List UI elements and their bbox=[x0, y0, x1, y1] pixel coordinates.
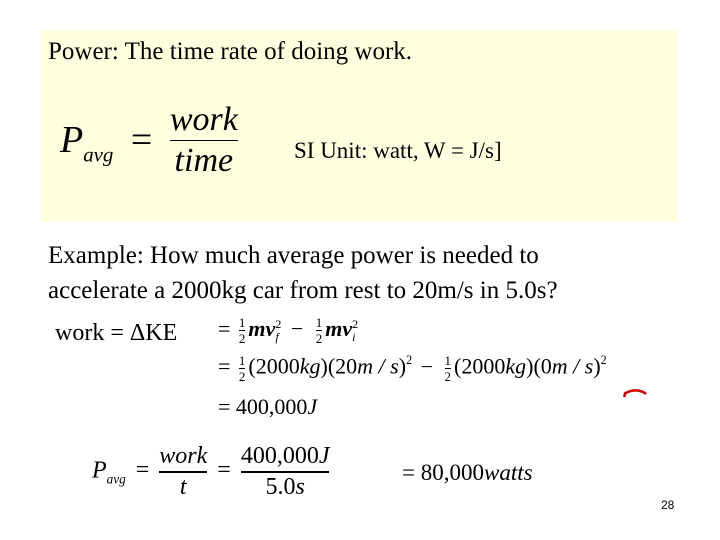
work-over-t-fraction bbox=[159, 444, 207, 500]
equals-sign: = bbox=[218, 353, 231, 379]
fraction-denominator: 2 bbox=[315, 331, 323, 347]
fraction-numerator: 1 bbox=[315, 315, 323, 331]
minus-sign: − bbox=[420, 353, 434, 379]
fraction-numerator: work bbox=[159, 443, 208, 469]
mv-term-initial: mv bbox=[325, 316, 353, 341]
fraction-numerator: 1 bbox=[444, 353, 452, 369]
velocity-unit: m / s bbox=[551, 353, 594, 379]
kinetic-energy-equation bbox=[218, 316, 358, 345]
fraction-bar bbox=[241, 471, 330, 473]
square-exponent: 2 bbox=[600, 353, 607, 367]
fraction-denominator: t bbox=[179, 473, 187, 500]
exponent-subscript-final bbox=[275, 318, 281, 344]
fraction-denominator: 2 bbox=[238, 369, 246, 385]
fraction-bar bbox=[170, 140, 238, 142]
seconds-unit: s bbox=[295, 473, 305, 500]
power-result-value: 80,000 bbox=[420, 460, 484, 485]
power-subscript: avg bbox=[83, 142, 114, 167]
fraction-numerator: 1 bbox=[238, 353, 246, 369]
equals-sign: = bbox=[402, 460, 415, 485]
equals-sign: = bbox=[135, 457, 150, 484]
fraction-denominator bbox=[265, 475, 304, 500]
fraction-numerator bbox=[241, 444, 330, 469]
minus-sign: − bbox=[290, 316, 304, 341]
mass-value: (2000 bbox=[248, 353, 300, 379]
one-half-fraction bbox=[239, 316, 246, 345]
power-subscript: avg bbox=[106, 471, 126, 487]
exponent-subscript-initial bbox=[352, 318, 358, 344]
power-result bbox=[402, 460, 533, 486]
power-symbol: P bbox=[60, 119, 84, 162]
fraction-numerator: work bbox=[169, 101, 238, 138]
si-unit-note: SI Unit: watt, W = J/s] bbox=[294, 138, 502, 163]
exponent: 2 bbox=[352, 316, 359, 331]
one-half-fraction bbox=[316, 316, 323, 345]
mv-term-final: mv bbox=[248, 316, 276, 341]
one-half-fraction bbox=[445, 354, 452, 383]
equals-sign: = bbox=[218, 316, 231, 341]
watts-unit: watts bbox=[483, 460, 533, 485]
velocity-unit: m / s bbox=[357, 353, 399, 379]
mass-value: (2000 bbox=[454, 353, 506, 379]
substitution-equation bbox=[218, 353, 607, 383]
time-value: 5.0 bbox=[265, 473, 296, 500]
work-result-equation bbox=[218, 394, 317, 420]
red-annotation-mark bbox=[620, 384, 650, 400]
velocity-value: )(0 bbox=[526, 353, 552, 379]
fraction-denominator: 2 bbox=[238, 331, 246, 347]
work-over-time-fraction bbox=[170, 102, 238, 179]
page-number: 28 bbox=[661, 498, 675, 512]
equals-sign: = bbox=[130, 119, 153, 162]
power-calculation bbox=[92, 444, 329, 500]
joule-unit: J bbox=[318, 443, 330, 469]
square-exponent: 2 bbox=[406, 353, 413, 367]
equals-sign: = bbox=[218, 394, 231, 419]
subscript-f: f bbox=[275, 329, 279, 344]
power-symbol: P bbox=[92, 457, 107, 484]
definition-heading: Power: The time rate of doing work. bbox=[48, 38, 413, 65]
power-definition-formula bbox=[60, 101, 238, 180]
close-paren: ) bbox=[593, 353, 601, 379]
fraction-bar bbox=[159, 471, 207, 473]
one-half-fraction bbox=[239, 354, 246, 383]
work-value: 400,000 bbox=[240, 443, 319, 469]
fraction-denominator: 2 bbox=[444, 369, 452, 385]
example-question-line1: Example: How much average power is needed to bbox=[48, 242, 539, 269]
close-paren: ) bbox=[398, 353, 407, 379]
fraction-numerator: 1 bbox=[238, 315, 246, 331]
joule-unit: J bbox=[307, 394, 318, 419]
exponent: 2 bbox=[275, 316, 282, 331]
subscript-i: i bbox=[352, 329, 356, 344]
kg-unit: kg bbox=[505, 353, 527, 379]
kg-unit: kg bbox=[299, 353, 321, 379]
numeric-power-fraction bbox=[241, 444, 330, 500]
equals-sign: = bbox=[217, 457, 231, 484]
work-result-value: 400,000 bbox=[235, 394, 308, 419]
fraction-denominator: time bbox=[174, 142, 234, 180]
example-question-line2: accelerate a 2000kg car from rest to 20m/s in 5.0s? bbox=[48, 277, 558, 304]
velocity-value: )(20 bbox=[320, 353, 358, 379]
work-equals-ke-label: work = ΔKE bbox=[55, 320, 178, 346]
